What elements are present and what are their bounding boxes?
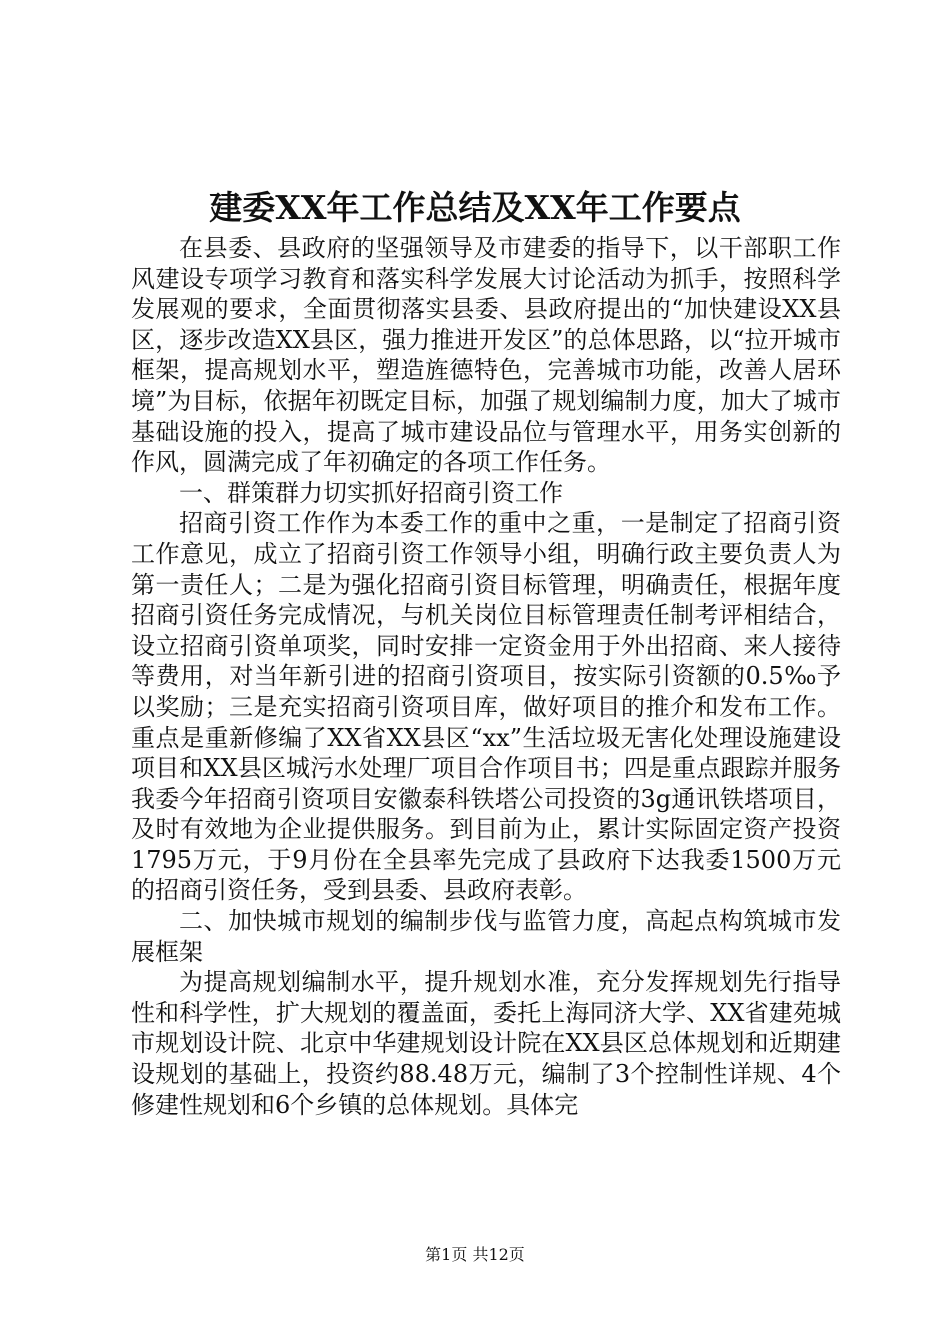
- document-title: 建委XX年工作总结及XX年工作要点: [209, 188, 741, 227]
- section-2-paragraph: 为提高规划编制水平，提升规划水准，充分发挥规划先行指导性和科学性，扩大规划的覆盖面，委托上海同济大学、XX省建苑城市规划设计院、北京中华建规划设计院在XX县区总体规划和近期建设规划的基础上，投资约88.48万元，编制了3个控制性详规、4个修建性规划和6个乡镇的总体规划。具体完: [131, 968, 841, 1119]
- intro-paragraph: 在县委、县政府的坚强领导及市建委的指导下，以干部职工作风建设专项学习教育和落实科学发展大讨论活动为抓手，按照科学发展观的要求，全面贯彻落实县委、县政府提出的“加快建设XX县区，逐步改造XX县区，强力推进开发区”的总体思路，以“拉开城市框架，提高规划水平，塑造旌德特色，完善城市功能，改善人居环境”为目标，依据年初既定目标，加强了规划编制力度，加大了城市基础设施的投入，提高了城市建设品位与管理水平，用务实创新的作风，圆满完成了年初确定的各项工作任务。: [131, 234, 841, 477]
- section-heading-1: 一、群策群力切实抓好招商引资工作: [179, 478, 563, 507]
- page-number-footer: 第1页 共12页: [425, 1245, 525, 1264]
- section-heading-2: 二、加快城市规划的编制步伐与监管力度，高起点构筑城市发展框架: [131, 907, 841, 966]
- document-body: [131, 233, 841, 1120]
- section-1-paragraph: 招商引资工作作为本委工作的重中之重，一是制定了招商引资工作意见，成立了招商引资工作领导小组，明确行政主要负责人为第一责任人；二是为强化招商引资目标管理，明确责任，根据年度招商引资任务完成情况，与机关岗位目标管理责任制考评相结合，设立招商引资单项奖，同时安排一定资金用于外出招商、来人接待等费用，对当年新引进的招商引资项目，按实际引资额的0.5‰予以奖励；三是充实招商引资项目库，做好项目的推介和发布工作。重点是重新修编了XX省XX县区“xx”生活垃圾无害化处理设施建设项目和XX县区城污水处理厂项目合作项目书；四是重点跟踪并服务我委今年招商引资项目安徽泰科铁塔公司投资的3g通讯铁塔项目，及时有效地为企业提供服务。到目前为止，累计实际固定资产投资1795万元，于9月份在全县率先完成了县政府下达我委1500万元的招商引资任务，受到县委、县政府表彰。: [131, 509, 841, 905]
